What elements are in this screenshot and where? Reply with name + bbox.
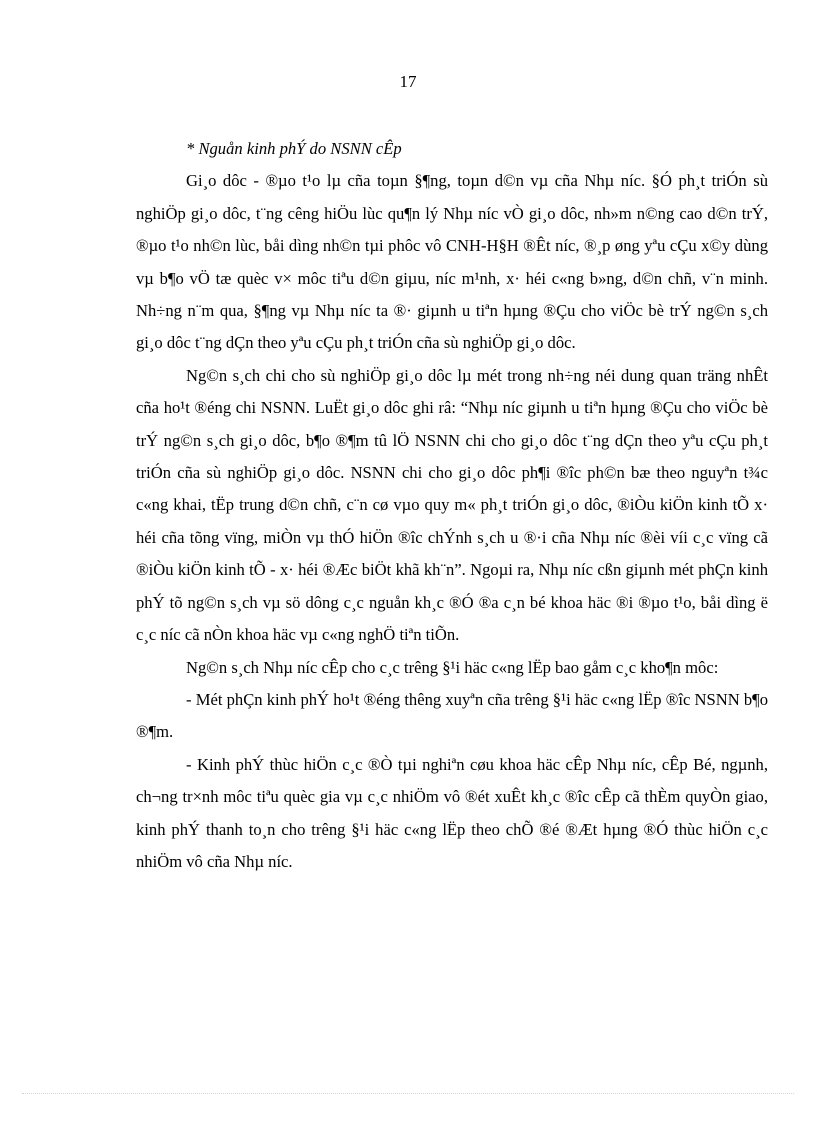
paragraph-education-budget-law: Ng©n s¸ch chi cho sù nghiÖp gi¸o dôc lµ mét trong nh÷ng néi dung quan träng nhÊt cña ho¹t ®éng chi NSNN. LuËt gi¸o dôc ghi râ: “Nhµ níc giµnh u tiªn hµng ®Çu cho viÖc bè trÝ ng©n s¸ch gi¸o dôc, b¶o ®¶m tû lÖ NSNN chi cho gi¸o dôc t¨ng dÇn theo yªu cÇu ph¸t triÓn cña sù nghiÖp gi¸o dôc. NSNN chi cho gi¸o dôc ph¶i ®îc ph©n bæ theo nguyªn t¾c c«ng khai, tËp trung d©n chñ, c¨n cø vµo quy m« ph¸t triÓn gi¸o dôc, ®iÒu kiÖn kinh tÕ x· héi cña tõng vïng, miÒn vµ thÓ hiÖn ®îc chÝnh s¸ch u ®·i cña Nhµ níc ®èi víi c¸c vïng cã ®iÒu kiÖn kinh tÕ - x· héi ®Æc biÖt khã kh¨n”. Ngoµi ra, Nhµ níc cßn giµnh mét phÇn kinh phÝ tõ ng©n s¸ch vµ sö dông c¸c nguån kh¸c ®Ó ®a c¸n bé khoa häc ®i ®µo t¹o, båi dìng ë c¸c níc cã nÒn khoa häc vµ c«ng nghÖ tiªn tiÕn. [136, 365, 768, 645]
list-item-research-funds: - Kinh phÝ thùc hiÖn c¸c ®Ò tµi nghiªn cøu khoa häc cÊp Nhµ níc, cÊp Bé, ngµnh, ch¬ng tr×nh môc tiªu quèc gia vµ c¸c nhiÖm vô ®ét xuÊt kh¸c ®îc cÊp cã thÈm quyÒn giao, kinh phÝ thanh to¸n cho trêng §¹i häc c«ng lËp theo chÕ ®é ®Æt hµng ®Ó thùc hiÖn c¸c nhiÖm vô cña Nhµ níc. [136, 754, 768, 871]
paragraph-budget-items-intro: Ng©n s¸ch Nhµ níc cÊp cho c¸c trêng §¹i häc c«ng lËp bao gåm c¸c kho¶n môc: [186, 657, 719, 677]
page-number: 17 [399, 72, 417, 91]
page-body [136, 133, 768, 878]
list-item-operating-funds: - Mét phÇn kinh phÝ ho¹t ®éng thêng xuyªn cña trêng §¹i häc c«ng lËp ®îc NSNN b¶o ®¶m. [136, 689, 768, 742]
page-bottom-divider [22, 1093, 794, 1094]
paragraph-education-policy: Gi¸o dôc - ®µo t¹o lµ cña toµn §¶ng, toµn d©n vµ cña Nhµ níc. §Ó ph¸t triÓn sù nghiÖp gi¸o dôc, t¨ng cêng hiÖu lùc qu¶n lý Nhµ níc vÒ gi¸o dôc, nh»m n©ng cao d©n trÝ, ®µo t¹o nh©n lùc, båi dìng nh©n tµi phôc vô CNH-H§H ®Êt níc, ®¸p øng yªu cÇu x©y dùng vµ b¶o vÖ tæ quèc v× môc tiªu d©n giµu, níc m¹nh, x· héi c«ng b»ng, d©n chñ, v¨n minh. Nh÷ng n¨m qua, §¶ng vµ Nhµ níc ta ®· giµnh u tiªn hµng ®Çu cho viÖc bè trÝ ng©n s¸ch gi¸o dôc t¨ng dÇn theo yªu cÇu ph¸t triÓn cña sù nghiÖp gi¸o dôc. [136, 171, 768, 353]
section-heading: * Nguån kinh phÝ do NSNN cÊp [186, 139, 402, 158]
